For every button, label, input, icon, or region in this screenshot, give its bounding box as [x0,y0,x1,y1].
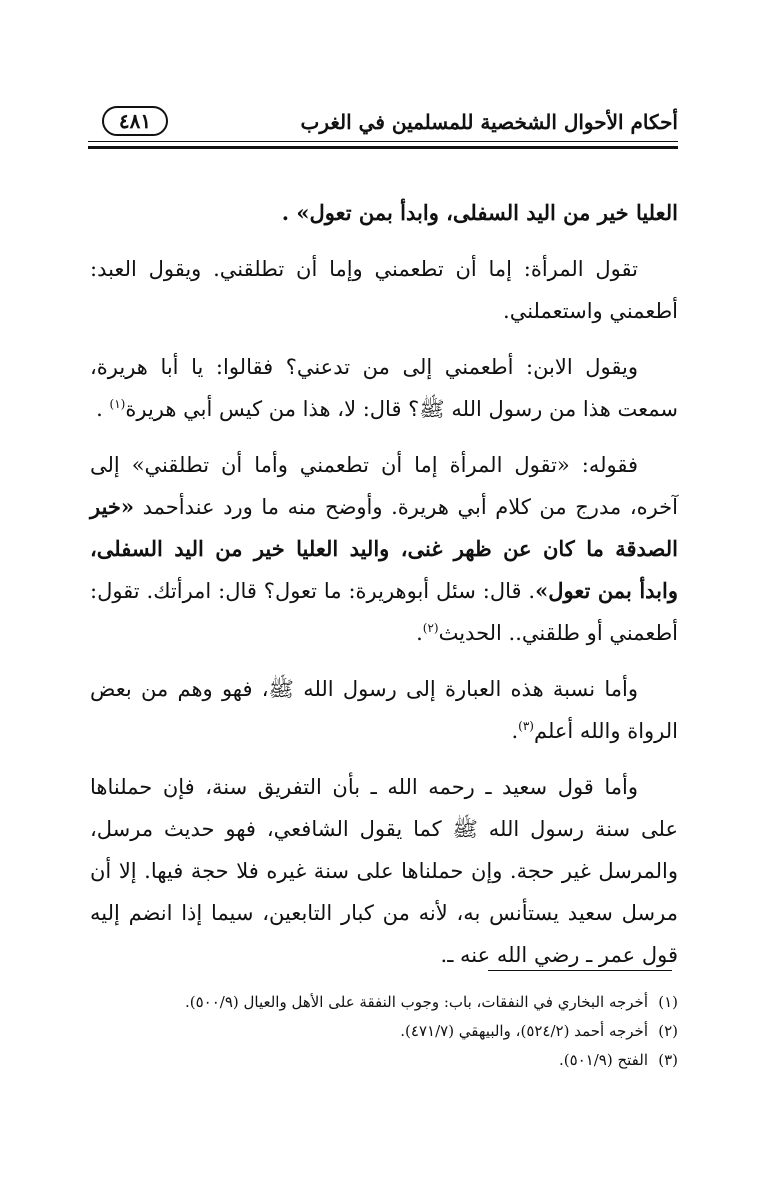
paragraph-6 [90,766,678,976]
footnotes [90,988,678,1075]
paragraph-4-text-b: . قال: سئل أبوهريرة: ما تعول؟ قال: امرأتك. تقول: أطعمني أو طلقني.. الحديث [90,579,678,645]
footnote-2-number: (٢) [658,1022,678,1040]
paragraph-4-tail: . [416,621,423,645]
footnote-3-text: الفتح (٥٠١/٩). [558,1051,648,1069]
footnote-3-number: (٣) [658,1051,678,1069]
header-rule-thick [88,146,678,149]
footnote-separator [488,970,672,971]
paragraph-6-text: وأما قول سعيد ـ رحمه الله ـ بأن التفريق سنة، فإن حملناها على سنة رسول الله ﷺ كما يقول الشافعي، فهو حديث مرسل، والمرسل غير حجة. وإن حملناها على سنة غيره فلا حجة فيها. إلا أن مرسل سعيد يستأنس به، لأنه من كبار التابعين، سيما إذا انضم إليه قول عمر ـ رضي الله عنه ـ. [90,775,678,967]
paragraph-5-tail: . [511,719,519,743]
footnote-1-text: أخرجه البخاري في النفقات، باب: وجوب النفقة على الأهل والعيال (٥٠٠/٩). [184,993,648,1011]
paragraph-4 [90,444,678,654]
paragraph-2-text: تقول المرأة: إما أن تطعمني وإما أن تطلقني. ويقول العبد: أطعمني واستعملني. [90,257,678,323]
paragraph-3-tail: . [96,397,110,421]
running-title: أحكام الأحوال الشخصية للمسلمين في الغرب [300,110,678,134]
paragraph-2 [90,248,678,332]
header-rule-thin [88,141,678,142]
paragraph-3-text: ويقول الابن: أطعمني إلى من تدعني؟ فقالوا: يا أبا هريرة، سمعت هذا من رسول الله ﷺ؟ قال: لا، هذا من كيس أبي هريرة [90,355,678,421]
footnote-2-text: أخرجه أحمد (٥٢٤/٢)، والبيهقي (٤٧١/٧). [400,1022,648,1040]
footnote-3 [90,1046,678,1075]
paragraph-3 [90,346,678,430]
paragraph-1 [90,192,678,234]
footnote-ref-2: (٢) [422,621,439,635]
hadith-quote: «خير الصدقة ما كان عن ظهر غنى، واليد العليا خير من اليد السفلى، وابدأ بمن تعول» [90,494,678,603]
footnote-2 [90,1017,678,1046]
paragraph-5-text: وأما نسبة هذه العبارة إلى رسول الله ﷺ، فهو وهم من بعض الرواة والله أعلم [90,677,678,743]
paragraph-4-text-a: فقوله: «تقول المرأة إما أن تطعمني وأما أن تطلقني» إلى آخره، مدرج من كلام أبي هريرة. وأوضح منه ما ورد عندأحمد [90,453,678,519]
footnote-ref-3: (٣) [518,719,534,733]
footnote-1-number: (١) [658,993,678,1011]
paragraph-1-text: العليا خير من اليد السفلى، وابدأ بمن تعول» . [281,200,678,225]
page-number: ٤٨١ [102,106,168,136]
footnote-ref-1: (١) [109,397,126,411]
paragraph-5 [90,668,678,752]
page-header [88,104,678,144]
body-text [90,192,678,990]
footnote-1 [90,988,678,1017]
